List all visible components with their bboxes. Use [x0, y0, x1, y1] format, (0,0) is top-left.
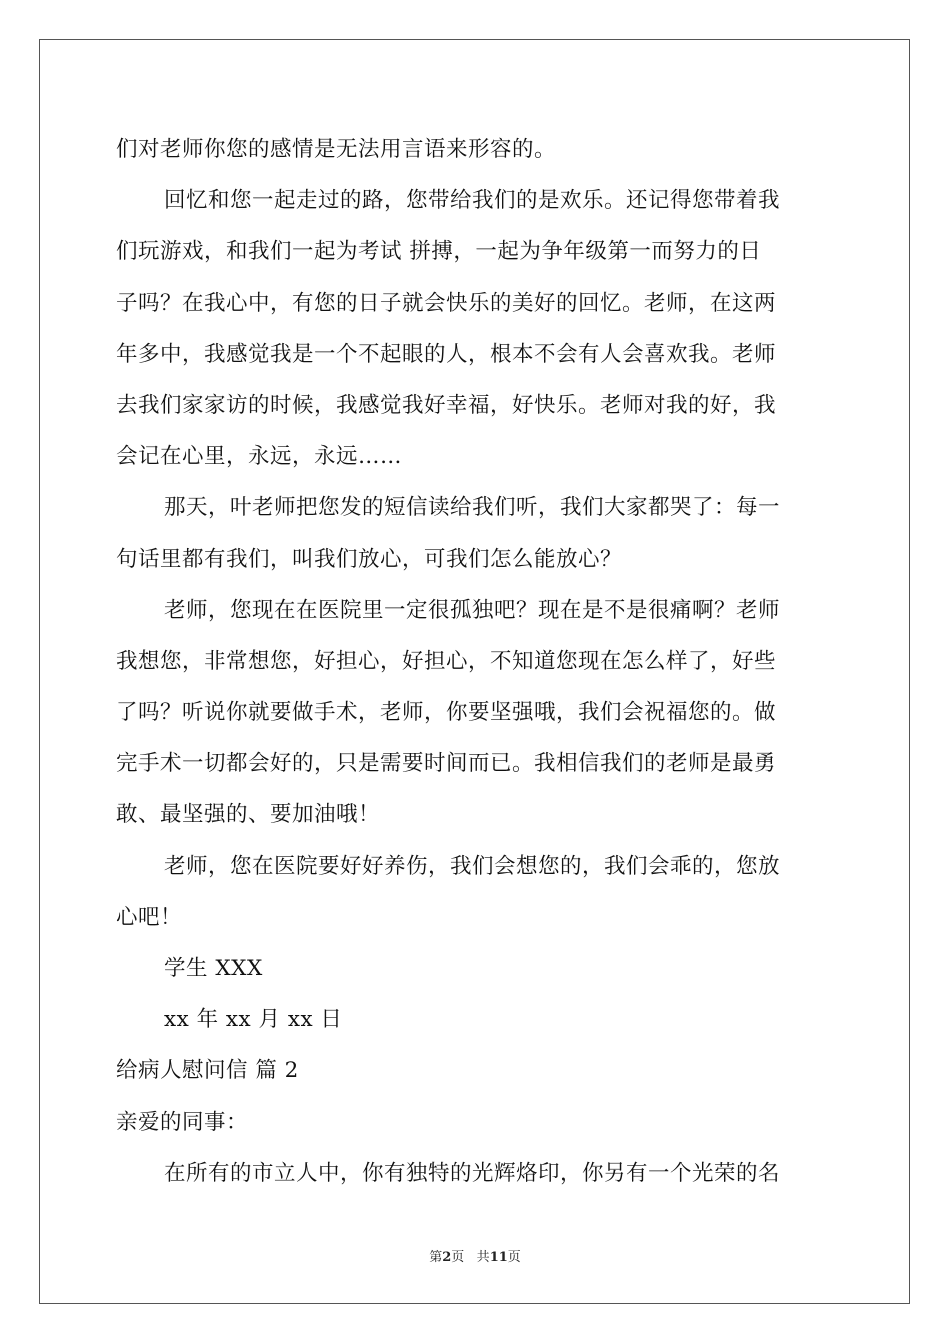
text-line: 子吗？在我心中，有您的日子就会快乐的美好的回忆。老师，在这两: [116, 290, 777, 316]
text-line: 去我们家家访的时候，我感觉我好幸福，好快乐。老师对我的好，我: [116, 392, 777, 418]
total-pages: 11: [489, 1250, 508, 1265]
text-line: 年多中，我感觉我是一个不起眼的人，根本不会有人会喜欢我。老师: [116, 341, 777, 367]
signature: 学生 XXX: [164, 956, 263, 981]
total-prefix: 共: [476, 1250, 490, 1265]
page-prefix: 第: [429, 1250, 443, 1265]
text-line: 们玩游戏，和我们一起为考试 拼搏，一起为争年级第一而努力的日: [116, 239, 762, 265]
text-line: 我想您，非常想您，好担心，好担心，不知道您现在怎么样了，好些: [116, 648, 777, 674]
text-line: 那天，叶老师把您发的短信读给我们听，我们大家都哭了：每一: [164, 495, 781, 521]
document-body: [116, 124, 836, 1199]
text-line: 回忆和您一起走过的路，您带给我们的是欢乐。还记得您带着我: [164, 188, 781, 214]
text-line: 完手术一切都会好的，只是需要时间而已。我相信我们的老师是最勇: [116, 751, 777, 777]
text-line: 了吗？听说你就要做手术，老师，你要坚强哦，我们会祝福您的。做: [116, 700, 777, 726]
page-number: 2: [442, 1250, 452, 1265]
salutation: 亲爱的同事：: [116, 1109, 249, 1135]
text-line: 句话里都有我们，叫我们放心，可我们怎么能放心？: [116, 546, 623, 572]
text-line: 们对老师你您的感情是无法用言语来形容的。: [116, 137, 557, 162]
text-line: 在所有的市立人中，你有独特的光辉烙印，你另有一个光荣的名: [164, 1160, 781, 1186]
date-line: xx 年 xx 月 xx 日: [164, 1007, 343, 1033]
page-suffix: 页: [451, 1250, 465, 1265]
text-line: 敢、最坚强的、要加油哦！: [116, 802, 381, 828]
page-footer: [0, 1246, 950, 1265]
total-suffix: 页: [507, 1250, 521, 1265]
text-line: 老师，您在医院要好好养伤，我们会想您的，我们会乖的，您放: [164, 853, 781, 879]
text-line: 心吧！: [116, 904, 183, 930]
section-heading: 给病人慰问信 篇 2: [116, 1058, 299, 1084]
text-line: 会记在心里，永远，永远……: [116, 444, 403, 470]
text-line: 老师，您现在在医院里一定很孤独吧？现在是不是很痛啊？老师: [164, 597, 781, 623]
